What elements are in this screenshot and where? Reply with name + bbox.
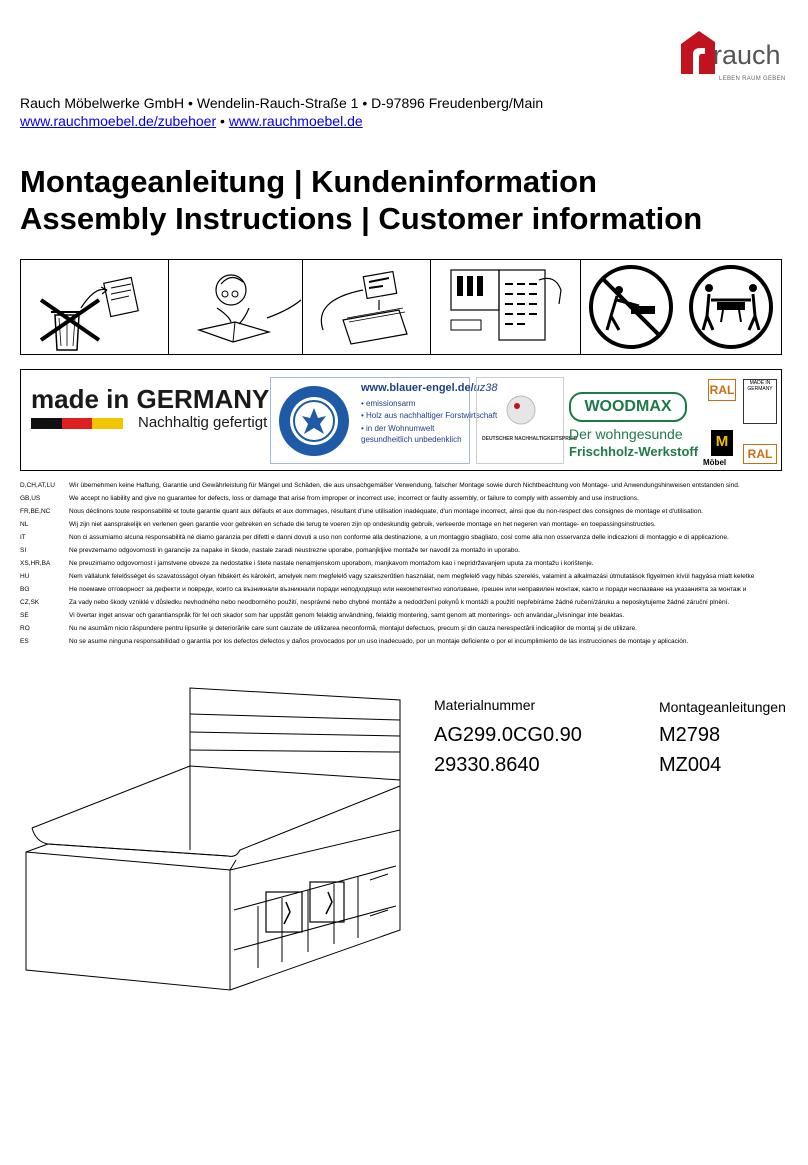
material-number-label: Materialnummer bbox=[434, 697, 536, 713]
do-not-throw-away-icon bbox=[21, 260, 169, 354]
title-english: Assembly Instructions | Customer information bbox=[20, 201, 703, 236]
blauer-engel-badge bbox=[270, 377, 498, 464]
made-in-germany-badge bbox=[743, 379, 777, 424]
document-title bbox=[20, 163, 702, 237]
moebel-label: Möbel bbox=[703, 458, 727, 467]
company-address: Rauch Möbelwerke GmbH • Wendelin-Rauch-Straße 1 • D-97896 Freudenberg/Main bbox=[20, 95, 544, 111]
material-number: AG299.0CG0.90 bbox=[434, 724, 582, 746]
german-flag-icon bbox=[31, 418, 123, 429]
file-instructions-icon bbox=[303, 260, 431, 354]
bed-illustration bbox=[18, 680, 418, 1000]
sustainability-text: Nachhaltig gefertigt bbox=[138, 414, 268, 431]
logo-tagline: LEBEN RAUM GEBEN bbox=[719, 76, 786, 82]
logo-wordmark: rauch bbox=[713, 40, 781, 70]
title-german: Montageanleitung | Kundeninformation bbox=[20, 164, 597, 199]
award-sphere-icon bbox=[505, 394, 537, 426]
rauch-logo bbox=[679, 28, 786, 88]
made-in-germany-text: made in GERMANY bbox=[31, 384, 270, 414]
moebel-m-icon: M bbox=[711, 430, 733, 456]
ral-badge-top: RAL bbox=[708, 379, 736, 401]
blauer-engel-point: • in der Wohnumwelt gesundheitlich unbedenklich bbox=[361, 424, 462, 444]
check-parts-icon bbox=[431, 260, 581, 354]
assembly-instructions-label: Montageanleitungen bbox=[659, 699, 786, 715]
blauer-engel-code: uz38 bbox=[473, 382, 498, 394]
blauer-engel-point: • emissionsarm bbox=[361, 399, 416, 408]
rauch-logo-mark-icon bbox=[679, 28, 715, 74]
blauer-engel-url-prefix: www.blauer-engel.de/ bbox=[361, 382, 474, 394]
material-number: 29330.8640 bbox=[434, 754, 540, 776]
assembly-code: M2798 bbox=[659, 724, 721, 746]
nachhaltigkeitspreis-badge bbox=[473, 377, 577, 464]
ral-badge-bottom: RAL bbox=[743, 444, 777, 464]
read-instructions-icon bbox=[169, 260, 303, 354]
blauer-engel-point: • Holz aus nachhaltiger Forstwirtschaft bbox=[361, 411, 498, 420]
assembly-code: MZ004 bbox=[659, 754, 722, 776]
made-in-germany-badge-text: MADE IN GERMANY bbox=[747, 380, 773, 392]
woodmax-line1: Der wohngesunde bbox=[569, 426, 683, 442]
pictogram-strip bbox=[20, 259, 782, 355]
blauer-engel-icon bbox=[277, 384, 351, 458]
nachhaltigkeitspreis-text: DEUTSCHER NACHHALTIGKEITSPREIS bbox=[482, 436, 577, 442]
certification-band bbox=[20, 369, 782, 471]
woodmax-line2: Frischholz-Werkstoff bbox=[569, 444, 699, 459]
woodmax-logo: WOODMAX bbox=[569, 392, 687, 422]
link-separator: • bbox=[220, 113, 225, 129]
company-links bbox=[20, 113, 363, 129]
accessories-link[interactable]: www.rauchmoebel.de/zubehoer bbox=[20, 113, 217, 129]
homepage-link[interactable]: www.rauchmoebel.de bbox=[228, 113, 363, 129]
two-person-lift-icon bbox=[581, 260, 783, 354]
